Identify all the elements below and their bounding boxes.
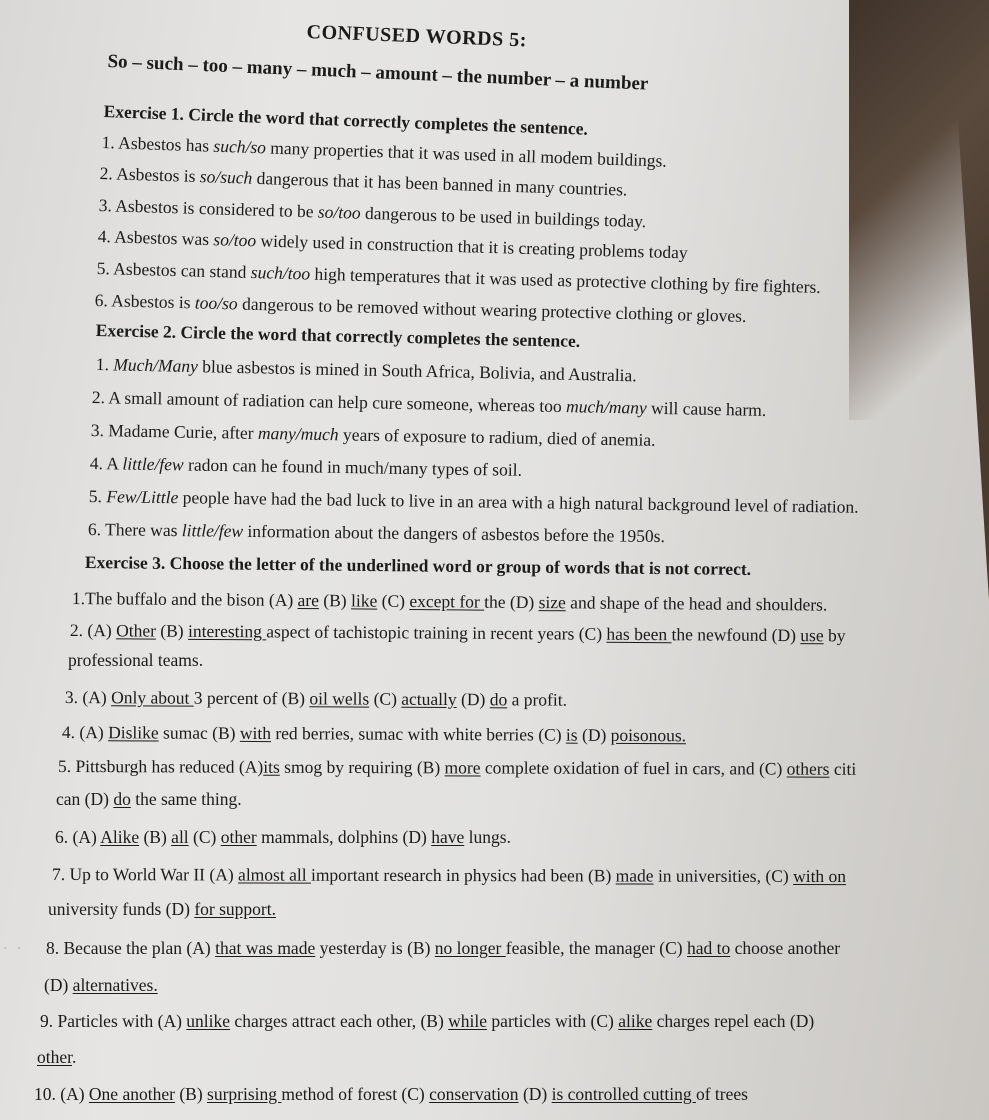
exercise3-item-6: 6. (A) Alike (B) all (C) other mammals, dolphins (D) have lungs. (55, 827, 511, 847)
page-title: CONFUSED WORDS 5: (306, 21, 528, 52)
exercise3-item-1: 1.The buffalo and the bison (A) are (B) like (C) except for the (D) size and shape of the head and shoulders. (71, 588, 828, 615)
exercise1-item-4: 4. Asbestos was so/too widely used in construction that it is creating problems today (97, 226, 688, 263)
page-subtitle: So – such – too – many – much – amount – the number – a number (107, 51, 649, 95)
exercise1-heading: Exercise 1. Circle the word that correctly completes the sentence. (103, 101, 589, 139)
exercise2-item-3: 3. Madame Curie, after many/much years of exposure to radium, died of anemia. (90, 420, 656, 450)
exercise1-item-3: 3. Asbestos is considered to be so/too dangerous to be used in buildings today. (98, 195, 647, 232)
exercise1-item-1: 1. Asbestos has such/so many properties that it was used in all modem buildings. (101, 132, 668, 171)
exercise2-item-4: 4. A little/few radon can he found in much/many types of soil. (89, 453, 523, 480)
exercise3-heading: Exercise 3. Choose the letter of the underlined word or group of words that is not correct. (84, 552, 752, 579)
exercise3-item-9a: 9. Particles with (A) unlike charges attract each other, (B) while particles with (C) alike charges repel each (D) (40, 1011, 815, 1031)
exercise3-item-7a: 7. Up to World War II (A) almost all important research in physics had been (B) made in universities, (C) with on (51, 864, 847, 887)
exercise3-item-5a: 5. Pittsburgh has reduced (A)its smog by requiring (B) more complete oxidation of fuel in cars, and (C) others citi (57, 756, 857, 779)
exercise3-item-3: 3. (A) Only about 3 percent of (B) oil wells (C) actually (D) do a profit. (64, 687, 568, 710)
exercise3-item-9b: other. (37, 1047, 77, 1067)
exercise3-item-4: 4. (A) Dislike sumac (B) with red berries, sumac with white berries (C) is (D) poisonous. (61, 722, 687, 746)
exercise3-item-5b: can (D) do the same thing. (56, 789, 242, 809)
exercise1-item-2: 2. Asbestos is so/such dangerous that it has been banned in many countries. (99, 163, 628, 200)
desk-background (849, 0, 989, 420)
exercise3-item-2b: professional teams. (68, 650, 204, 670)
margin-smudge: ・ ・ (0, 943, 25, 955)
exercise3-item-7b: university funds (D) for support. (48, 899, 276, 919)
exercise2-item-6: 6. There was little/few information about the dangers of asbestos before the 1950s. (87, 519, 666, 547)
exercise2-item-1: 1. Much/Many blue asbestos is mined in South Africa, Bolivia, and Australia. (95, 354, 637, 386)
exercise3-item-8b: (D) alternatives. (44, 975, 158, 995)
exercise1-item-5: 5. Asbestos can stand such/too high temperatures that it was used as protective clothing by fire fighters. (96, 258, 821, 297)
exercise3-item-8a: 8. Because the plan (A) that was made yesterday is (B) no longer feasible, the manager (C) had to choose another (46, 938, 841, 958)
exercise3-item-10: 10. (A) One another (B) surprising method of forest (C) conservation (D) is controlled cutting of trees (34, 1084, 748, 1104)
exercise2-item-2: 2. A small amount of radiation can help cure someone, whereas too much/many will cause harm. (91, 387, 767, 420)
exercise1-item-6: 6. Asbestos is too/so dangerous to be removed without wearing protective clothing or gloves. (94, 290, 747, 326)
exercise3-item-2a: 2. (A) Other (B) interesting aspect of tachistopic training in recent years (C) has been the newfound (D) use by (69, 620, 846, 646)
exercise2-item-5: 5. Few/Little people have had the bad luck to live in an area with a high natural background level of radiation. (88, 486, 859, 517)
exercise2-heading: Exercise 2. Circle the word that correctly completes the sentence. (95, 320, 581, 351)
